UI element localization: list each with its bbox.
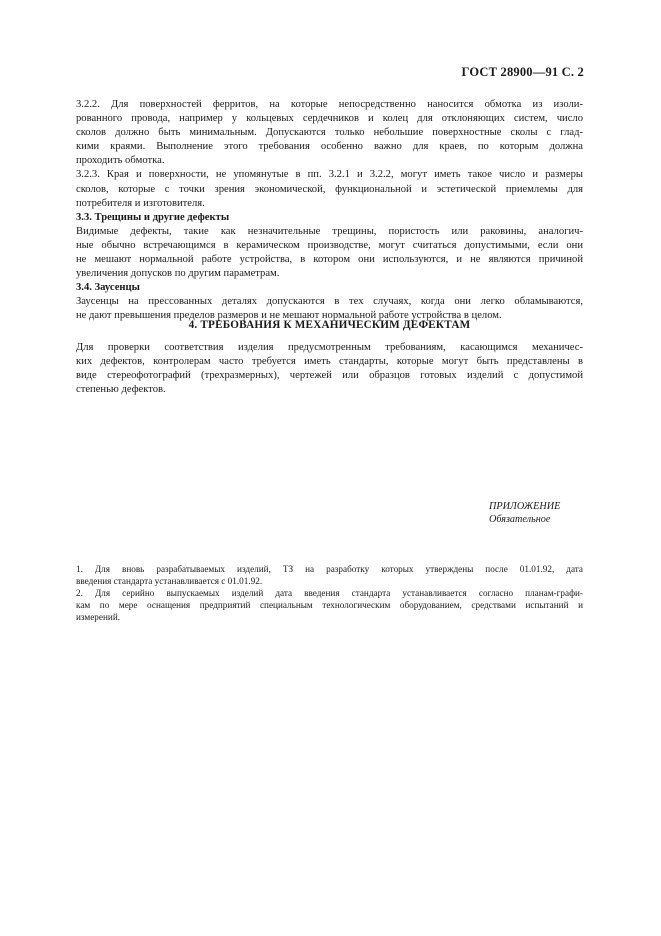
text-line: 1. Для вновь разрабатываемых изделий, ТЗ на разработку которых утверждены после 01.01.92, дата [76,564,583,574]
appendix-subtitle: Обязательное [489,514,551,525]
footnotes [76,563,583,623]
text-line: рованного провода, например у кольцевых сердечников и колец для отклоняющих систем, число [76,113,583,125]
text-line: степенью дефектов. [76,384,166,396]
text-line: Заусенцы на прессованных деталях допускаются в тех случаях, когда они легко обламываются, [76,296,583,308]
paragraph-3-2-2 [76,98,583,168]
section-4-body [76,341,583,397]
paragraph-3-3 [76,225,583,281]
text-line: Для проверки соответствия изделия предусмотренным требованиям, касающимся механичес- [76,342,583,353]
text-line: виде стереофотографий (трехразмерных), чертежей или образцов готовых изделий с допустимой [76,370,583,382]
text-line: кам по мере оснащения предприятий специальным технологическим оборудованием, средствами испытаний и [76,600,583,611]
heading-3-3: 3.3. Трещины и другие дефекты [76,211,230,223]
text-line: ные обычно встречающимся в керамическом производстве, могут считаться допустимыми, если они [76,239,583,251]
text-line: увеличения допусков по другим параметрам. [76,268,280,280]
section-3-body [76,98,583,324]
text-line: ких дефектов, контролерам часто требуется иметь стандарты, которые могут быть представлены в [76,356,583,368]
text-line: измерений. [76,612,121,623]
text-line: кими краями. Выполнение этого требования особенно важно для краев, по которым должна [76,141,583,153]
appendix-label [489,500,560,526]
text-line: Видимые дефекты, такие как незначительные трещины, пористость или раковины, аналогич- [76,225,583,237]
section-4-title: 4. ТРЕБОВАНИЯ К МЕХАНИЧЕСКИМ ДЕФЕКТАМ [188,319,471,331]
heading-3-4: 3.4. Заусенцы [76,282,140,294]
footnote-1 [76,563,583,587]
page-header: ГОСТ 28900—91 С. 2 [461,65,584,79]
text-line: потребителя и изготовителя. [76,197,205,209]
footnote-2 [76,587,583,623]
text-line: не мешают нормальной работе устройства, в котором они используются, и не являются причиной [76,254,583,266]
text-line: 3.2.3. Края и поверхности, не упомянутые в пп. 3.2.1 и 3.2.2, могут иметь такое число и размеры [76,169,583,181]
paragraph-3-2-3 [76,168,583,210]
text-line: 2. Для серийно выпускаемых изделий дата введения стандарта устанавливается согласно планам-графи- [76,588,583,599]
text-line: 3.2.2. Для поверхностей ферритов, на которые непосредственно наносится обмотка из изоли- [76,99,583,110]
text-line: сколов, которые с точки зрения экономической, функциональной и эстетической приемлемы для [76,183,583,195]
text-line: введения стандарта устанавливается с 01.01.92. [76,576,263,587]
text-line: не дают превышения пределов размеров и не мешают нормальной работе устройства в целом. [76,310,502,322]
appendix-title: ПРИЛОЖЕНИЕ [489,501,561,512]
text-line: сколов должно быть минимальным. Допускаются только небольшие поверхностные сколы с глад- [76,127,583,139]
text-line: проходить обмотка. [76,155,165,167]
